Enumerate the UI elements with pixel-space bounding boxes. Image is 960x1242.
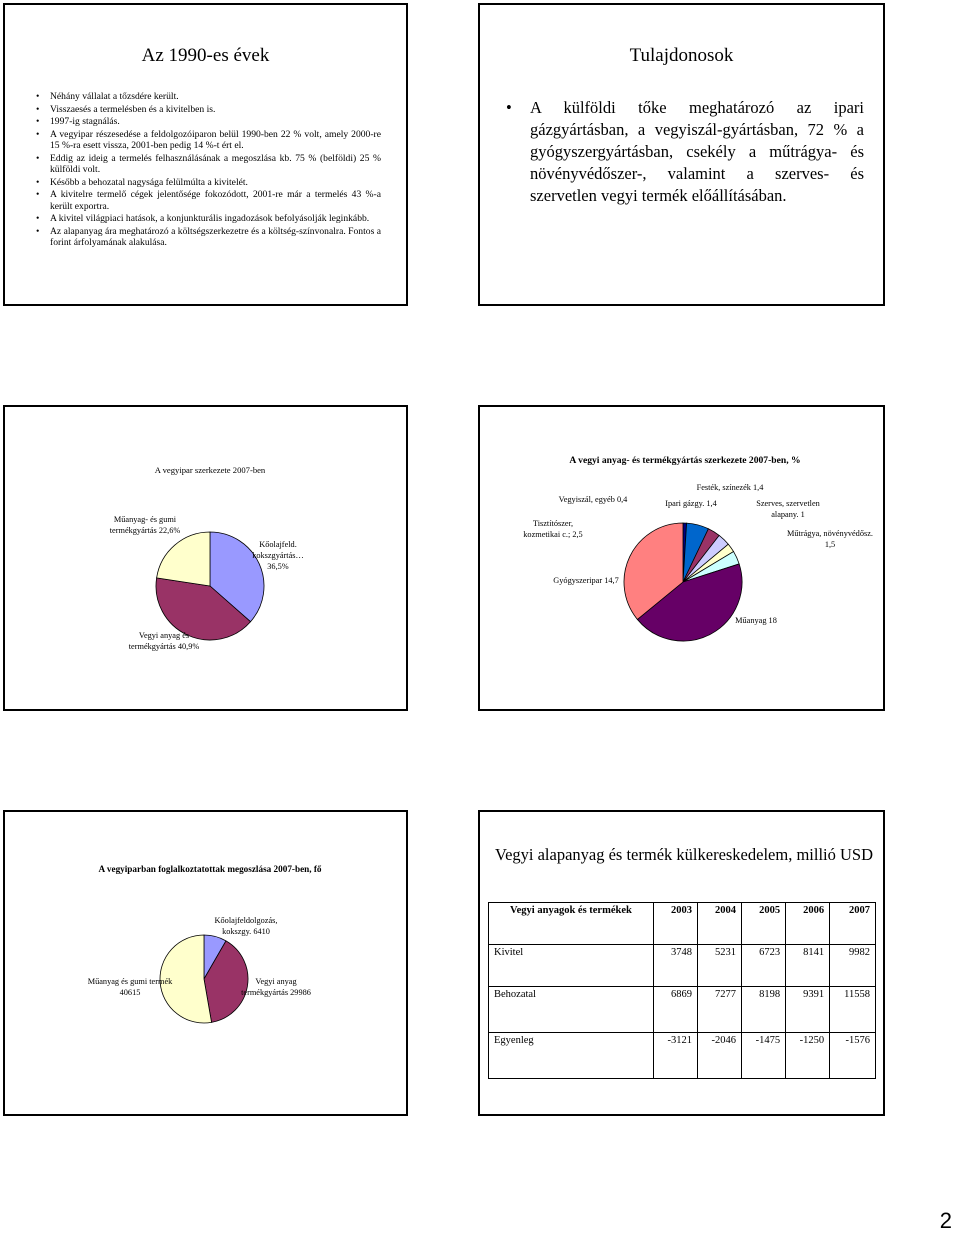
slice-label-mutragya: Műtrágya, növényvédősz. 1,5 (787, 529, 873, 549)
slice-label-szerves: Szerves, szervetlen alapany. 1 (756, 499, 820, 519)
table-cell: Kivitel (489, 945, 654, 987)
pie-slice-2 (157, 532, 210, 586)
bullet-item: • Az alapanyag ára meghatározó a költségszerkezetre és a költség-színvonalra. Fontos a forint árfolyamának alakulása. (33, 226, 381, 249)
table-row (489, 1033, 876, 1079)
table-cell: 6869 (653, 987, 697, 1033)
chart-title: A vegyi anyag- és termékgyártás szerkezete 2007-ben, % (569, 455, 801, 466)
slice-label-vegyi: Vegyi anyag és termékgyártás 40,9% (128, 631, 200, 651)
table-cell: 5231 (697, 945, 741, 987)
table-header-row (489, 903, 876, 945)
table-cell: 8141 (786, 945, 830, 987)
table-cell: -1475 (742, 1033, 786, 1079)
bullet-item: • Később a behozatal nagysága felülmúlta a kivitelét. (33, 177, 381, 189)
chart-title: A vegyipar szerkezete 2007-ben (154, 465, 266, 475)
table-header-cell: 2006 (786, 903, 830, 945)
slide-title: Vegyi alapanyag és termék külkereskedelem, millió USD (494, 845, 874, 864)
slice-label-tisztito: Tisztítószer, kozmetikai c.; 2,5 (523, 519, 583, 539)
trade-table (488, 902, 876, 1079)
table-cell: 7277 (697, 987, 741, 1033)
slide-chemical-structure (478, 405, 885, 711)
slice-label-muanyag: Műanyag 18 (735, 616, 777, 625)
page-number: 2 (939, 1208, 952, 1233)
table-cell: 9391 (786, 987, 830, 1033)
slice-label-ipari: Ipari gázgy. 1,4 (665, 499, 717, 508)
table-cell: 11558 (830, 987, 876, 1033)
bullet-item: • A külföldi tőke meghatározó az ipari gázgyártásban, a vegyiszál-gyártásban, 72 % a gyógyszergyártásban, csekély a műtrágya- és növényvédőszer-, valamint a szerves- és szervetlen vegyi termék előállításában. (502, 97, 864, 207)
table-header-cell: Vegyi anyagok és termékek (489, 903, 654, 945)
slice-label-koolaj: Kőolajfeldolgozás, kokszgy. 6410 (214, 916, 278, 936)
bullet-item: • Eddig az ideig a termelés felhasználásának a megoszlása kb. 75 % (belföldi) 25 % külföldi volt. (33, 153, 381, 176)
table-header-cell: 2007 (830, 903, 876, 945)
table-header-cell: 2005 (742, 903, 786, 945)
slice-label-vegyiszal: Vegyiszál, egyéb 0,4 (558, 495, 628, 504)
table-cell: -1250 (786, 1033, 830, 1079)
table-cell: -2046 (697, 1033, 741, 1079)
bullet-item: • A kivitel világpiaci hatások, a konjunkturális ingadozások befolyásolják leginkább. (33, 213, 381, 225)
bullet-list (33, 91, 381, 250)
slice-label-koolaj: Kőolajfeld. kokszgyártás… 36,5% (252, 540, 304, 571)
table-cell: 6723 (742, 945, 786, 987)
bullet-item: • 1997-ig stagnálás. (33, 116, 381, 128)
slice-label-gyogyszer: Gyógyszeripar 14,7 (553, 576, 619, 585)
bullet-item: • Néhány vállalat a tőzsdére került. (33, 91, 381, 103)
slide-trade (478, 810, 885, 1116)
slide-title: Az 1990-es évek (141, 45, 270, 66)
bullet-item: • Visszaesés a termelésben és a kivitelben is. (33, 104, 381, 116)
bullet-list (502, 97, 864, 207)
slice-label-muanyag: Műanyag és gumi termék 40615 (87, 977, 173, 997)
slide-owners (478, 3, 885, 306)
slice-label-muanyag: Műanyag- és gumi termékgyártás 22,6% (109, 515, 181, 535)
table-cell: -1576 (830, 1033, 876, 1079)
table-header-cell: 2003 (653, 903, 697, 945)
bullet-item: • A vegyipar részesedése a feldolgozóiparon belül 1990-ben 22 % volt, amely 2000-re 15 %-ra esett vissza, 2001-ben pedig 14 %-t ért el. (33, 129, 381, 152)
table-cell: Egyenleg (489, 1033, 654, 1079)
table-cell: Behozatal (489, 987, 654, 1033)
table-row (489, 945, 876, 987)
slice-label-festek: Festék, színezék 1,4 (696, 483, 764, 492)
chart-title: A vegyiparban foglalkoztatottak megoszlása 2007-ben, fő (98, 864, 322, 874)
table-row (489, 987, 876, 1033)
slide-title: Tulajdonosok (629, 45, 734, 66)
table-cell: 3748 (653, 945, 697, 987)
slice-label-vegyi: Vegyi anyag termékgyártás 29986 (241, 977, 311, 997)
table-cell: 9982 (830, 945, 876, 987)
bullet-item: • A kivitelre termelő cégek jelentősége fokozódott, 2001-re már a termelés 43 %-a került exportra. (33, 189, 381, 212)
slide-employment (3, 810, 408, 1116)
table-header-cell: 2004 (697, 903, 741, 945)
table-cell: -3121 (653, 1033, 697, 1079)
pie-chart-chemical (623, 522, 743, 642)
slide-1990s (3, 3, 408, 306)
table-cell: 8198 (742, 987, 786, 1033)
slide-industry-structure (3, 405, 408, 711)
